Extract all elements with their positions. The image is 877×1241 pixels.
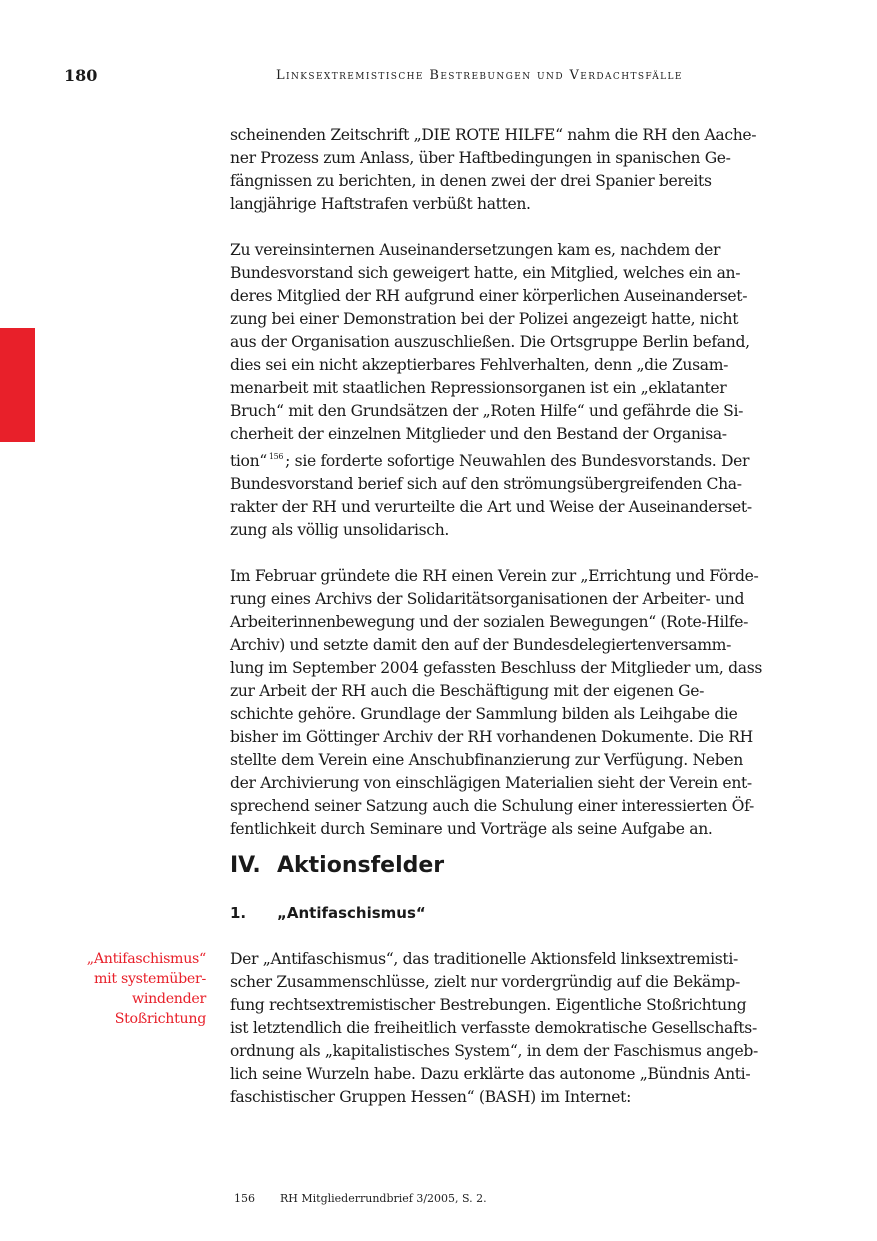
text-line: aus der Organisation auszuschließen. Die Ortsgruppe Berlin befand, (230, 333, 750, 351)
paragraph-antifaschismus (230, 948, 790, 1109)
text-line: faschistischer Gruppen Hessen“ (BASH) im Internet: (230, 1088, 631, 1106)
running-head: Linksextremistische Bestrebungen und Verdachtsfälle (276, 68, 683, 83)
text-line: bisher im Göttinger Archiv der RH vorhandenen Dokumente. Die RH (230, 728, 753, 747)
paragraph-3 (230, 565, 790, 841)
text-line: Arbeiterinnenbewegung und der sozialen Bewegungen“ (Rote-Hilfe- (230, 613, 749, 632)
text-line: rakter der RH und verurteilte die Art und Weise der Auseinanderset- (230, 498, 752, 517)
text-line: scheinenden Zeitschrift „DIE ROTE HILFE“ nahm die RH den Aache- (230, 126, 757, 144)
text-line: zung als völlig unsolidarisch. (230, 521, 449, 540)
margin-note (46, 949, 206, 1029)
text-line: scher Zusammenschlüsse, zielt nur vordergründig auf die Bekämp- (230, 973, 740, 991)
text-line: Zu vereinsinternen Auseinandersetzungen kam es, nachdem der (230, 241, 721, 259)
subsection-number: 1. (230, 904, 247, 922)
text-line: Bruch“ mit den Grundsätzen der „Roten Hilfe“ und gefährde die Si- (230, 402, 743, 420)
footnote-number: 156 (234, 1192, 255, 1205)
text-line: menarbeit mit staatlichen Repressionsorganen ist ein „eklatanter (230, 379, 727, 397)
text-line: sprechend seiner Satzung auch die Schulung einer interessierten Öf- (230, 797, 754, 816)
margin-note-line: „Antifaschismus“ (86, 951, 206, 967)
body-text (230, 124, 790, 864)
text-line: Im Februar gründete die RH einen Verein zur „Errichtung und Förde- (230, 567, 759, 586)
text-line: rung eines Archivs der Solidaritätsorganisationen der Arbeiter- und (230, 590, 745, 609)
text-line: Archiv) und setzte damit den auf der Bundesdelegiertenversamm- (230, 636, 732, 655)
text-fragment: ; sie forderte sofortige Neuwahlen des Bundesvorstands. Der (285, 452, 750, 471)
text-line: schichte gehöre. Grundlage der Sammlung bilden als Leihgabe die (230, 705, 738, 724)
section-number: IV. (230, 853, 261, 878)
text-line: Bundesvorstand sich geweigert hatte, ein Mitglied, welches ein an- (230, 264, 741, 282)
subsection-heading (230, 904, 426, 922)
text-line: lich seine Wurzeln habe. Dazu erklärte das autonome „Bündnis Anti- (230, 1065, 751, 1083)
text-line: Der „Antifaschismus“, das traditionelle Aktionsfeld linksextremisti- (230, 950, 738, 968)
text-line: ner Prozess zum Anlass, über Haftbedingungen in spanischen Ge- (230, 149, 731, 167)
text-line: stellte dem Verein eine Anschubfinanzierung zur Verfügung. Neben (230, 751, 743, 770)
paragraph-2 (230, 239, 790, 542)
body-text-antifaschismus (230, 948, 790, 1132)
text-line: zung bei einer Demonstration bei der Polizei angezeigt hatte, nicht (230, 310, 739, 328)
section-heading (230, 853, 444, 878)
text-line: ordnung als „kapitalistisches System“, in dem der Faschismus angeb- (230, 1042, 758, 1060)
text-fragment: tion“ (230, 452, 267, 471)
text-line: langjährige Haftstrafen verbüßt hatten. (230, 195, 531, 213)
text-line: deres Mitglied der RH aufgrund einer körperlichen Auseinanderset- (230, 287, 748, 305)
text-line: dies sei ein nicht akzeptierbares Fehlverhalten, denn „die Zusam- (230, 356, 729, 374)
margin-note-line: mit systemüber- (93, 971, 206, 987)
text-line: ist letztendlich die freiheitlich verfasste demokratische Gesellschafts- (230, 1019, 757, 1037)
subsection-title: „Antifaschismus“ (277, 904, 426, 922)
red-margin-tab (0, 328, 35, 442)
paragraph-1 (230, 124, 790, 216)
section-title: Aktionsfelder (277, 853, 445, 878)
text-line: der Archivierung von einschlägigen Materialien sieht der Verein ent- (230, 774, 752, 793)
page-number: 180 (64, 66, 98, 85)
text-line-with-footnote (230, 446, 790, 473)
footnote-text: RH Mitgliederrundbrief 3/2005, S. 2. (280, 1192, 487, 1205)
margin-note-line: Stoßrichtung (114, 1011, 206, 1027)
text-line: lung im September 2004 gefassten Beschluss der Mitglieder um, dass (230, 659, 762, 678)
text-line: Bundesvorstand berief sich auf den strömungsübergreifenden Cha- (230, 475, 742, 494)
text-line: fung rechtsextremistischer Bestrebungen. Eigentliche Stoßrichtung (230, 996, 747, 1014)
text-line: fängnissen zu berichten, in denen zwei der drei Spanier bereits (230, 172, 712, 190)
margin-note-line: windender (132, 991, 206, 1007)
footnote-reference[interactable]: 156 (268, 452, 284, 461)
text-line: cherheit der einzelnen Mitglieder und den Bestand der Organisa- (230, 425, 727, 443)
text-line: fentlichkeit durch Seminare und Vorträge als seine Aufgabe an. (230, 820, 713, 839)
footnote (234, 1192, 487, 1205)
text-line: zur Arbeit der RH auch die Beschäftigung mit der eigenen Ge- (230, 682, 705, 701)
